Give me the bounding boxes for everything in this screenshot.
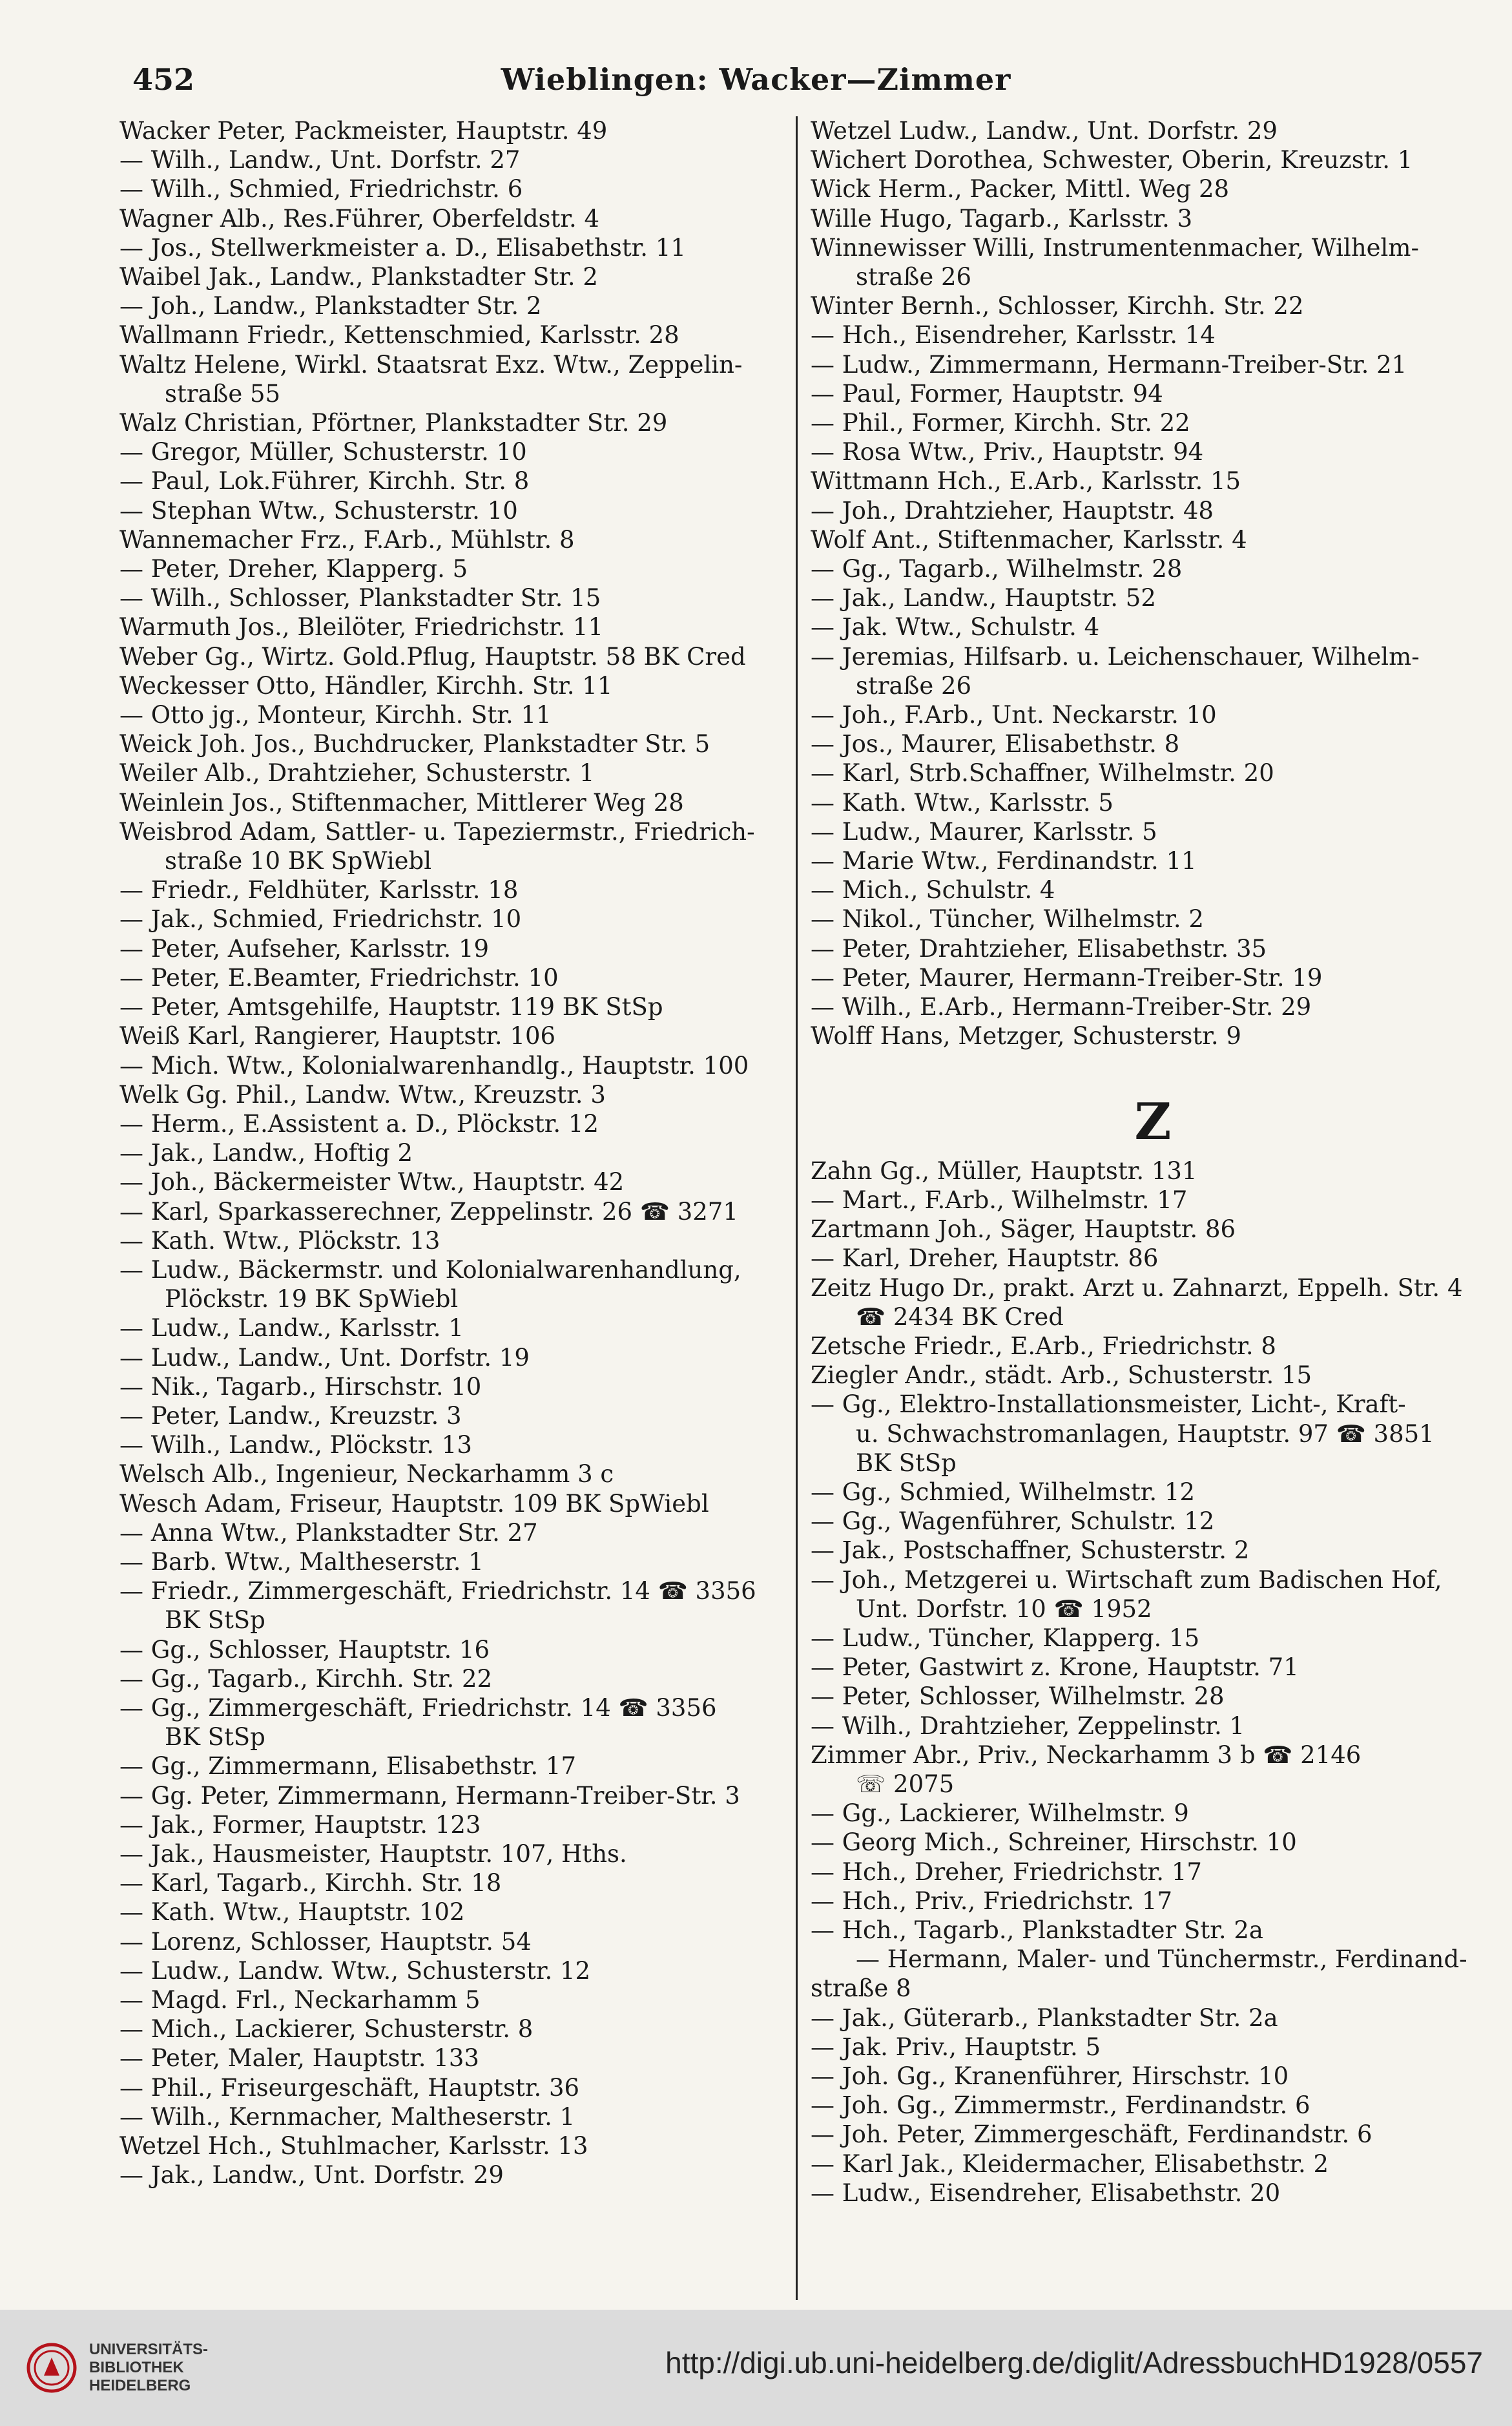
- directory-entry: Weiß Karl, Rangierer, Hauptstr. 106: [119, 1022, 556, 1051]
- directory-entry: Weinlein Jos., Stiftenmacher, Mittlerer Weg 28: [119, 788, 684, 817]
- directory-entry: — Ludw., Tüncher, Klapperg. 15: [811, 1624, 1200, 1652]
- directory-entry-continuation: u. Schwachstromanlagen, Hauptstr. 97 ☎ 3851: [856, 1419, 1434, 1448]
- running-head: Wieblingen: Wacker—Zimmer: [501, 62, 1011, 97]
- directory-entry: — Herm., E.Assistent a. D., Plöckstr. 12: [119, 1109, 599, 1138]
- directory-entry-continuation: straße 10 BK SpWiebl: [165, 847, 432, 875]
- directory-entry: — Mich., Lackierer, Schusterstr. 8: [119, 2015, 533, 2044]
- directory-entry-continuation: BK StSp: [856, 1448, 957, 1477]
- directory-entry: — Kath. Wtw., Plöckstr. 13: [119, 1226, 440, 1255]
- directory-entry: — Jos., Maurer, Elisabethstr. 8: [811, 730, 1180, 758]
- directory-entry: — Mich. Wtw., Kolonialwarenhandlg., Hauptstr. 100: [119, 1051, 749, 1080]
- directory-entry: — Jak., Güterarb., Plankstadter Str. 2a: [811, 2003, 1278, 2032]
- directory-entry: Wetzel Ludw., Landw., Unt. Dorfstr. 29: [811, 117, 1278, 145]
- directory-entry: — Gg., Tagarb., Kirchh. Str. 22: [119, 1664, 493, 1693]
- directory-entry: — Marie Wtw., Ferdinandstr. 11: [811, 847, 1197, 875]
- directory-entry: — Ludw., Maurer, Karlsstr. 5: [811, 817, 1157, 846]
- directory-entry: — Peter, Drahtzieher, Elisabethstr. 35: [811, 934, 1267, 963]
- directory-entry: — Joh., Drahtzieher, Hauptstr. 48: [811, 496, 1214, 525]
- directory-entry: — Ludw., Landw., Unt. Dorfstr. 19: [119, 1343, 530, 1372]
- directory-entry: — Hch., Dreher, Friedrichstr. 17: [811, 1857, 1202, 1886]
- directory-entry: — Paul, Former, Hauptstr. 94: [811, 379, 1163, 408]
- logo-text: [89, 2341, 208, 2395]
- directory-entry: — Peter, Maurer, Hermann-Treiber-Str. 19: [811, 963, 1323, 992]
- directory-entry: — Hch., Tagarb., Plankstadter Str. 2a: [811, 1916, 1263, 1944]
- directory-entry: — Gg., Tagarb., Wilhelmstr. 28: [811, 555, 1183, 583]
- right-column: [811, 116, 1495, 2306]
- directory-entry: Welsch Alb., Ingenieur, Neckarhamm 3 c: [119, 1460, 614, 1489]
- directory-entry: — Joh. Gg., Zimmermstr., Ferdinandstr. 6: [811, 2091, 1310, 2120]
- directory-entry: Weiler Alb., Drahtzieher, Schusterstr. 1: [119, 759, 595, 788]
- directory-entry: — Jak., Postschaffner, Schusterstr. 2: [811, 1536, 1250, 1565]
- directory-entry: — Anna Wtw., Plankstadter Str. 27: [119, 1518, 538, 1547]
- directory-entry-continuation: ☎ 2434 BK Cred: [856, 1302, 1064, 1331]
- directory-entry: Wolff Hans, Metzger, Schusterstr. 9: [811, 1022, 1241, 1051]
- page-header: [132, 57, 1380, 102]
- directory-entry: Weisbrod Adam, Sattler- u. Tapeziermstr., Friedrich-: [119, 817, 755, 846]
- directory-entry: Wolf Ant., Stiftenmacher, Karlsstr. 4: [811, 525, 1247, 554]
- directory-entry: — Peter, Schlosser, Wilhelmstr. 28: [811, 1682, 1225, 1711]
- directory-entry: — Jak., Hausmeister, Hauptstr. 107, Hths.: [119, 1839, 627, 1868]
- directory-entry-continuation: BK StSp: [165, 1723, 265, 1752]
- directory-entry-continuation: straße 55: [165, 379, 281, 408]
- directory-entry: — Gg. Peter, Zimmermann, Hermann-Treiber-Str. 3: [119, 1781, 740, 1810]
- left-column: [119, 116, 785, 2306]
- directory-entry: — Jak. Priv., Hauptstr. 5: [811, 2033, 1101, 2061]
- directory-entry-continuation: Unt. Dorfstr. 10 ☎ 1952: [856, 1595, 1152, 1623]
- directory-entry: — Stephan Wtw., Schusterstr. 10: [119, 496, 518, 525]
- directory-entry: Wesch Adam, Friseur, Hauptstr. 109 BK SpWiebl: [119, 1489, 709, 1518]
- directory-entry: — Gg., Wagenführer, Schulstr. 12: [811, 1507, 1215, 1536]
- directory-entry: Wallmann Friedr., Kettenschmied, Karlsstr. 28: [119, 321, 679, 350]
- directory-entry: — Magd. Frl., Neckarhamm 5: [119, 1986, 481, 2014]
- directory-entry: — Wilh., Landw., Plöckstr. 13: [119, 1431, 472, 1459]
- directory-entry: — Wilh., Drahtzieher, Zeppelinstr. 1: [811, 1711, 1245, 1740]
- directory-entry: — Joh., Metzgerei u. Wirtschaft zum Badischen Hof,: [811, 1565, 1442, 1594]
- directory-entry: — Karl, Sparkasserechner, Zeppelinstr. 26 ☎ 3271: [119, 1197, 738, 1226]
- directory-entry: Zetsche Friedr., E.Arb., Friedrichstr. 8: [811, 1332, 1276, 1360]
- directory-entry-continuation: straße 26: [856, 671, 972, 700]
- directory-entry: — Mart., F.Arb., Wilhelmstr. 17: [811, 1186, 1188, 1214]
- directory-entry: Zeitz Hugo Dr., prakt. Arzt u. Zahnarzt, Eppelh. Str. 4: [811, 1273, 1463, 1302]
- directory-entry: — Gregor, Müller, Schusterstr. 10: [119, 438, 527, 466]
- directory-entry: — Barb. Wtw., Maltheserstr. 1: [119, 1547, 484, 1576]
- directory-entry: Welk Gg. Phil., Landw. Wtw., Kreuzstr. 3: [119, 1080, 606, 1109]
- directory-entry: — Hch., Eisendreher, Karlsstr. 14: [811, 321, 1216, 350]
- directory-entry: — Jos., Stellwerkmeister a. D., Elisabethstr. 11: [119, 233, 686, 262]
- university-seal-icon: [26, 2342, 78, 2394]
- directory-entry: — Karl, Tagarb., Kirchh. Str. 18: [119, 1869, 502, 1898]
- directory-entry: — Kath. Wtw., Karlsstr. 5: [811, 788, 1113, 817]
- directory-entry: — Mich., Schulstr. 4: [811, 876, 1055, 905]
- directory-entry: Winter Bernh., Schlosser, Kirchh. Str. 22: [811, 292, 1304, 320]
- directory-entry-continuation: ☏ 2075: [856, 1770, 955, 1798]
- directory-entry: — Georg Mich., Schreiner, Hirschstr. 10: [811, 1828, 1297, 1857]
- section-letter: Z: [1134, 1092, 1172, 1151]
- directory-entry: — Jak., Landw., Hoftig 2: [119, 1139, 413, 1167]
- directory-entry: — Wilh., Schlosser, Plankstadter Str. 15: [119, 584, 601, 612]
- directory-entry: — Nikol., Tüncher, Wilhelmstr. 2: [811, 905, 1204, 934]
- library-logo[interactable]: [26, 2339, 208, 2397]
- directory-entry: — Kath. Wtw., Hauptstr. 102: [119, 1898, 465, 1927]
- logo-line-3: HEIDELBERG: [89, 2377, 191, 2394]
- directory-entry: — Phil., Friseurgeschäft, Hauptstr. 36: [119, 2073, 580, 2102]
- directory-entry: Wick Herm., Packer, Mittl. Weg 28: [811, 175, 1230, 204]
- directory-entry: — Gg., Lackierer, Wilhelmstr. 9: [811, 1799, 1189, 1828]
- directory-entry: Ziegler Andr., städt. Arb., Schusterstr. 15: [811, 1361, 1312, 1390]
- directory-entry: — Joh., Landw., Plankstadter Str. 2: [119, 292, 542, 320]
- directory-entry: — Joh., F.Arb., Unt. Neckarstr. 10: [811, 701, 1217, 729]
- directory-entry: Weckesser Otto, Händler, Kirchh. Str. 11: [119, 671, 613, 700]
- directory-entry: — Phil., Former, Kirchh. Str. 22: [811, 409, 1190, 437]
- directory-entry: — Gg., Schlosser, Hauptstr. 16: [119, 1635, 490, 1664]
- directory-entry: Weber Gg., Wirtz. Gold.Pflug, Hauptstr. 58 BK Cred: [119, 642, 746, 671]
- directory-entry: — Friedr., Zimmergeschäft, Friedrichstr. 14 ☎ 3356: [119, 1577, 756, 1605]
- directory-entry: Winnewisser Willi, Instrumentenmacher, Wilhelm-: [811, 233, 1419, 262]
- directory-entry: — Joh. Peter, Zimmergeschäft, Ferdinandstr. 6: [811, 2120, 1372, 2149]
- directory-entry: — Wilh., E.Arb., Hermann-Treiber-Str. 29: [811, 993, 1312, 1021]
- directory-entry: — Nik., Tagarb., Hirschstr. 10: [119, 1372, 482, 1401]
- directory-entry: Wacker Peter, Packmeister, Hauptstr. 49: [119, 117, 608, 145]
- directory-entry: — Jeremias, Hilfsarb. u. Leichenschauer, Wilhelm-: [811, 642, 1420, 671]
- directory-entry: Zartmann Joh., Säger, Hauptstr. 86: [811, 1215, 1236, 1244]
- directory-entry: — Gg., Schmied, Wilhelmstr. 12: [811, 1478, 1195, 1506]
- directory-entry: Waibel Jak., Landw., Plankstadter Str. 2: [119, 263, 598, 291]
- directory-entry: Walz Christian, Pförtner, Plankstadter Str. 29: [119, 409, 668, 437]
- directory-entry: — Friedr., Feldhüter, Karlsstr. 18: [119, 876, 519, 905]
- column-divider: [796, 116, 798, 2300]
- directory-entry: Waltz Helene, Wirkl. Staatsrat Exz. Wtw., Zeppelin-: [119, 350, 743, 379]
- directory-entry-continuation: Plöckstr. 19 BK SpWiebl: [165, 1285, 459, 1313]
- directory-entry: — Peter, Dreher, Klapperg. 5: [119, 555, 468, 583]
- directory-entry: — Lorenz, Schlosser, Hauptstr. 54: [119, 1927, 532, 1956]
- directory-entry: — Gg., Zimmermann, Elisabethstr. 17: [119, 1752, 576, 1781]
- directory-entry: — Wilh., Landw., Unt. Dorfstr. 27: [119, 146, 521, 174]
- directory-entry: Warmuth Jos., Bleilöter, Friedrichstr. 11: [119, 613, 604, 642]
- directory-entry: Weick Joh. Jos., Buchdrucker, Plankstadter Str. 5: [119, 730, 710, 758]
- directory-entry: — Jak., Schmied, Friedrichstr. 10: [119, 905, 522, 934]
- directory-entry: — Peter, E.Beamter, Friedrichstr. 10: [119, 963, 559, 992]
- directory-entry: — Gg., Elektro-Installationsmeister, Licht-, Kraft-: [811, 1390, 1406, 1419]
- directory-entry: — Karl, Dreher, Hauptstr. 86: [811, 1244, 1159, 1273]
- directory-entry: Zahn Gg., Müller, Hauptstr. 131: [811, 1156, 1197, 1185]
- viewer-footer: [0, 2310, 1512, 2426]
- directory-entry: — Jak., Former, Hauptstr. 123: [119, 1810, 481, 1839]
- directory-entry: — Jak., Landw., Hauptstr. 52: [811, 584, 1156, 612]
- directory-entry: — Peter, Maler, Hauptstr. 133: [119, 2044, 479, 2073]
- directory-entry: — Jak. Wtw., Schulstr. 4: [811, 613, 1100, 642]
- directory-entry: — Otto jg., Monteur, Kirchh. Str. 11: [119, 701, 552, 729]
- directory-entry: Wittmann Hch., E.Arb., Karlsstr. 15: [811, 467, 1241, 496]
- directory-entry: — Ludw., Eisendreher, Elisabethstr. 20: [811, 2179, 1281, 2207]
- directory-entry: — Peter, Gastwirt z. Krone, Hauptstr. 71: [811, 1653, 1299, 1682]
- directory-entry: — Joh., Bäckermeister Wtw., Hauptstr. 42: [119, 1168, 625, 1197]
- directory-entry: — Karl Jak., Kleidermacher, Elisabethstr. 2: [811, 2149, 1329, 2178]
- directory-entry: — Jak., Landw., Unt. Dorfstr. 29: [119, 2161, 504, 2190]
- directory-entry: — Karl, Strb.Schaffner, Wilhelmstr. 20: [811, 759, 1274, 788]
- directory-entry-continuation: — Hermann, Maler- und Tünchermstr., Ferdinand-: [856, 1945, 1467, 1974]
- page-number: 452: [132, 62, 195, 97]
- directory-entry-continuation: straße 26: [856, 263, 972, 291]
- directory-entry: — Wilh., Kernmacher, Maltheserstr. 1: [119, 2102, 575, 2131]
- directory-entry: Zimmer Abr., Priv., Neckarhamm 3 b ☎ 2146: [811, 1741, 1362, 1769]
- directory-entry: — Ludw., Landw. Wtw., Schusterstr. 12: [119, 1956, 591, 1985]
- directory-entry: — Ludw., Bäckermstr. und Kolonialwarenhandlung,: [119, 1255, 741, 1284]
- directory-entry: — Wilh., Schmied, Friedrichstr. 6: [119, 175, 523, 204]
- directory-entry: Wetzel Hch., Stuhlmacher, Karlsstr. 13: [119, 2132, 588, 2160]
- directory-entry: Wichert Dorothea, Schwester, Oberin, Kreuzstr. 1: [811, 146, 1413, 174]
- directory-entry: Wille Hugo, Tagarb., Karlsstr. 3: [811, 204, 1193, 233]
- logo-line-1: UNIVERSITÄTS-: [89, 2341, 209, 2358]
- directory-entry-continuation: BK StSp: [165, 1606, 265, 1635]
- directory-entry: — Peter, Landw., Kreuzstr. 3: [119, 1401, 462, 1430]
- permalink-url[interactable]: http://digi.ub.uni-heidelberg.de/diglit/AdressbuchHD1928/0557: [665, 2346, 1483, 2379]
- directory-entry: — Ludw., Landw., Karlsstr. 1: [119, 1314, 464, 1343]
- directory-entry: — Peter, Amtsgehilfe, Hauptstr. 119 BK StSp: [119, 993, 663, 1021]
- directory-entry: Wagner Alb., Res.Führer, Oberfeldstr. 4: [119, 204, 600, 233]
- directory-entry: — Hch., Priv., Friedrichstr. 17: [811, 1887, 1173, 1915]
- directory-entry: Wannemacher Frz., F.Arb., Mühlstr. 8: [119, 525, 575, 554]
- directory-entry: — Ludw., Zimmermann, Hermann-Treiber-Str. 21: [811, 350, 1407, 379]
- directory-entry: straße 8: [811, 1974, 911, 2003]
- directory-entry: — Paul, Lok.Führer, Kirchh. Str. 8: [119, 467, 530, 496]
- logo-line-2: BIBLIOTHEK: [89, 2359, 184, 2376]
- directory-entry: — Joh. Gg., Kranenführer, Hirschstr. 10: [811, 2062, 1289, 2090]
- directory-entry: — Peter, Aufseher, Karlsstr. 19: [119, 934, 490, 963]
- directory-entry: — Rosa Wtw., Priv., Hauptstr. 94: [811, 438, 1204, 466]
- directory-entry: — Gg., Zimmergeschäft, Friedrichstr. 14 ☎ 3356: [119, 1693, 717, 1722]
- blank-line: [811, 1051, 1495, 1080]
